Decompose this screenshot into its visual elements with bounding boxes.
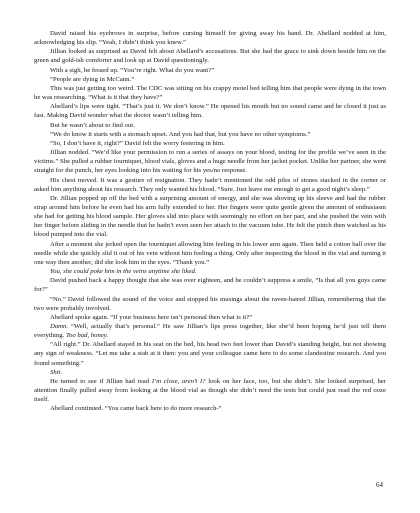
paragraph: “People are dying in McCann.” (50, 75, 135, 83)
paragraph: Jillian looked as surprised as David felt about Abellard’s accusations. But she had the grace to sink down beside him on the green and gold-ish comforter and look up at David questioningly. (34, 48, 386, 65)
paragraph: David pushed back a happy thought that she was over eighteen, and he couldn’t suppress a smile, “Is that all you guys came for?” (34, 277, 386, 294)
paragraph: This was just getting too weird. The CDC was sitting on his crappy motel bed telling him that people were dying in the town he was researching. “What is it that they have?” (34, 84, 386, 102)
paragraph: His chest moved. It was a gesture of resignation. They hadn’t mentioned the odd piles of stones stacked in the corner or asked him anything about his research. They only wanted his blood. “Sure. Just leave me enough to get a good night’s sleep.” (34, 176, 386, 193)
paragraph: David raised his eyebrows in surprise, before cursing himself for giving away his hand. Dr. Abellard nodded at him, acknowledging his slip. “Yeah, I didn’t think you knew.” (34, 30, 386, 47)
paragraph: You, she could poke him in the veins anytime she liked. (50, 268, 197, 276)
paragraph: “So, I don’t have it, right?” David felt the worry festering in him. (50, 139, 225, 147)
paragraph: Abellard continued. “You came back here to do more research-” (50, 405, 222, 413)
paragraph: Abellard spoke again. “If your business here isn’t personal then what is it?” (50, 313, 253, 321)
paragraph: Abellard’s lips were tight. “That’s just it. We don’t know.” He opened his mouth but no sound came and he closed it just as fast. Making David wonder what the doctor wasn’t telling him. (34, 103, 386, 120)
paragraph: He turned to see if Jillian had read I’m close, aren’t I? look on her face, too, but she didn’t. She looked surprised, her attention finally pulled away from looking at the blood vial as though she didn’t need the tests but could just read the red ooze itself. (34, 377, 386, 404)
body-text (34, 29, 386, 414)
paragraph: “We do know it starts with a stomach upset. And you had that, but you have no other symptoms.” (50, 130, 311, 138)
paragraph: Dr. Jillian popped up off the bed with a surprising amount of energy, and she was shoving up his sleeve and had the rubber strap around him before he even had his arm fully extended to her. Her fingers were quite gentle given the amount of enthusiasm she had for getting his blood sample. Her gloves slid into place with seemingly no effort on her part, and she pushed the vein with her finger before sliding in the needle that he hadn’t even seen her attach to the vacuum tube. He felt the pinch then watched as his blood pumped into the vial. (34, 194, 386, 239)
paragraph: Shit. (50, 368, 63, 376)
paragraph: After a moment she jerked open the tourniquet allowing him feeling in his lower arm again. Then held a cotton ball over the needle while she quickly slid it out of his vein without him feeling a thing. Only after inspecting the blood in the vial and turning it one way then another, did she look him in the eyes. “Thank you.” (34, 240, 386, 266)
paragraph: “No.” David followed the sound of the voice and stopped his musings about the raven-haired Jillian, remembering that the two were probably involved. (34, 295, 386, 312)
page-number: 64 (376, 481, 383, 489)
paragraph: Damn. “Well, actually that’s personal.” He saw Jillian’s lips press together, like she’d been hoping he’d just tell them everything. Too bad, honey. (34, 323, 386, 340)
paragraph: Jillian nodded. “We’d like your permission to run a series of assays on your blood, testing for the profile we’ve seen in the victims.” She pulled a rubber tourniquet, blood vials, gloves and a huge needle from her jacket pocket. Unlike her partner, she went straight for the punch, her eyes looking into his waiting for his yes/no response. (34, 149, 386, 175)
paragraph: With a sigh, he fessed up. “You’re right. What do you want?” (50, 66, 215, 74)
paragraph: “All right.” Dr. Abellard stayed in his seat on the bed, his head two feet lower than David’s standing height, but not showing any sign of weakness. “Let me take a stab at it then: you and your colleague came here to do some clandestine research. And you found something.” (34, 341, 386, 367)
paragraph: But he wasn’t about to find out. (50, 121, 135, 129)
